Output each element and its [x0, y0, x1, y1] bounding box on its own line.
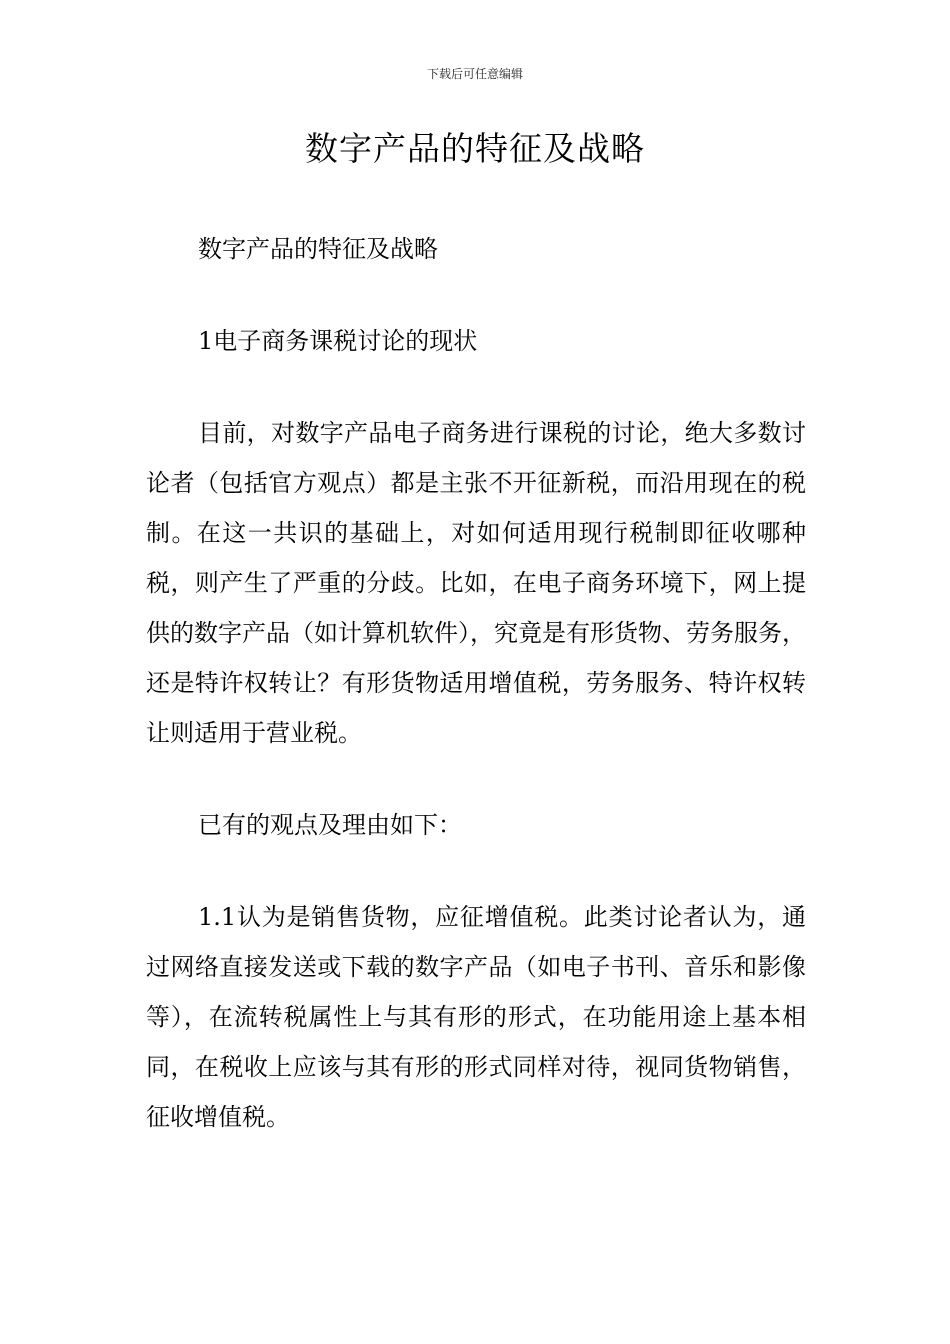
paragraph-gap	[146, 758, 806, 800]
document-title: 数字产品的特征及战略	[305, 129, 645, 168]
paragraph-current-status: 目前，对数字产品电子商务进行课税的讨论，绝大多数讨论者（包括官方观点）都是主张不开征新税，而沿用现在的税制。在这一共识的基础上，对如何适用现行税制即征收哪种税，则产生了严重的分歧。比如，在电子商务环境下，网上提供的数字产品（如计算机软件），究竟是有形货物、劳务服务，还是特许权转让？有形货物适用增值税，劳务服务、特许权转让则适用于营业税。	[146, 419, 806, 747]
paragraph-gap	[146, 850, 806, 892]
header-note: 下载后可任意编辑	[426, 67, 523, 81]
paragraph-gap	[146, 274, 806, 316]
paragraph-viewpoints-intro: 已有的观点及理由如下：	[198, 811, 462, 839]
paragraph-section-heading: 1电子商务课税讨论的现状	[198, 327, 478, 355]
document-body	[146, 224, 806, 1142]
paragraph-viewpoint-1-1: 1.1认为是销售货物，应征增值税。此类讨论者认为，通过网络直接发送或下载的数字产品（如电子书刊、音乐和影像等），在流转税属性上与其有形的形式，在功能用途上基本相同，在税收上应该与其有形的形式同样对待，视同货物销售，征收增值税。	[146, 903, 806, 1131]
paragraph-subtitle: 数字产品的特征及战略	[198, 235, 438, 263]
paragraph-gap	[146, 366, 806, 408]
